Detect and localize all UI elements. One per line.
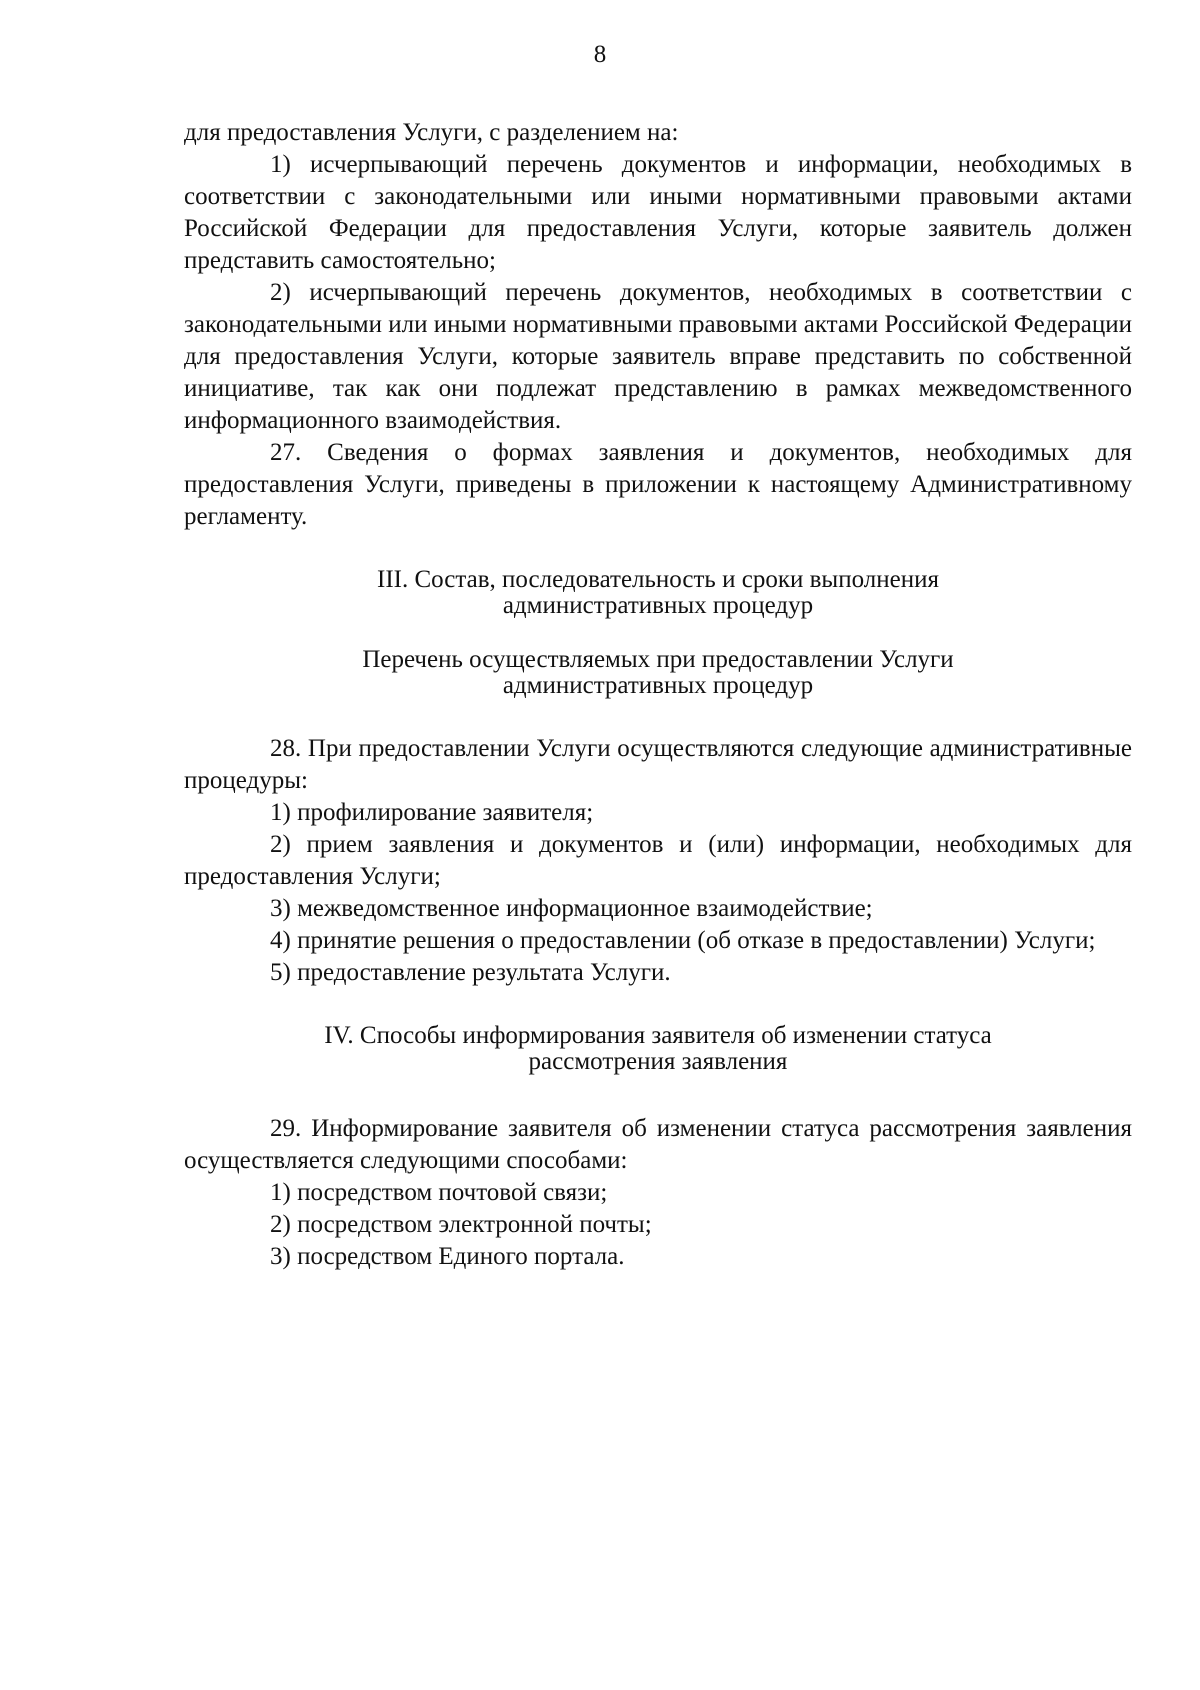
notification-item-1: 1) посредством почтовой связи;	[270, 1179, 608, 1206]
section-3-heading	[184, 567, 1132, 619]
paragraph-intro: для предоставления Услуги, с разделением на:	[184, 119, 679, 146]
paragraph-28: 28. При предоставлении Услуги осуществляются следующие административные процедуры:	[184, 735, 1132, 794]
paragraph-27: 27. Сведения о формах заявления и документов, необходимых для предоставления Услуги, приведены в приложении к настоящему Административному регламенту.	[184, 439, 1132, 530]
section-4-heading-line-1: IV. Способы информирования заявителя об изменении статуса	[324, 1022, 992, 1049]
notification-item-2: 2) посредством электронной почты;	[270, 1211, 652, 1238]
section-3-subheading-line-1: Перечень осуществляемых при предоставлении Услуги	[362, 646, 954, 673]
procedure-item-4: 4) принятие решения о предоставлении (об отказе в предоставлении) Услуги;	[270, 927, 1096, 954]
page-body	[184, 117, 1132, 1273]
section-3-subheading-line-2: административных процедур	[502, 672, 814, 699]
procedure-item-3: 3) межведомственное информационное взаимодействие;	[270, 895, 873, 922]
paragraph-item-2: 2) исчерпывающий перечень документов, необходимых в соответствии с законодательными или иными нормативными правовыми актами Российской Федерации для предоставления Услуги, которые заявитель вправе представить по собственной инициативе, так как они подлежат представлению в рамках межведомственного информационного взаимодействия.	[184, 279, 1132, 434]
procedure-item-2: 2) прием заявления и документов и (или) информации, необходимых для предоставления Услуги;	[184, 831, 1132, 890]
page-number: 8	[593, 41, 607, 68]
section-4-heading	[184, 1023, 1132, 1075]
section-4-heading-line-2: рассмотрения заявления	[528, 1048, 788, 1075]
paragraph-item-1: 1) исчерпывающий перечень документов и информации, необходимых в соответствии с законодательными или иными нормативными правовыми актами Российской Федерации для предоставления Услуги, которые заявитель должен представить самостоятельно;	[184, 151, 1132, 274]
section-3-heading-line-2: административных процедур	[502, 592, 814, 619]
procedure-item-5: 5) предоставление результата Услуги.	[270, 959, 671, 986]
procedure-item-1: 1) профилирование заявителя;	[270, 799, 594, 826]
section-3-subheading	[184, 647, 1132, 699]
paragraph-29: 29. Информирование заявителя об изменении статуса рассмотрения заявления осуществляется следующими способами:	[184, 1115, 1132, 1174]
section-3-heading-line-1: III. Состав, последовательность и сроки выполнения	[377, 566, 939, 593]
notification-item-3: 3) посредством Единого портала.	[270, 1243, 625, 1270]
